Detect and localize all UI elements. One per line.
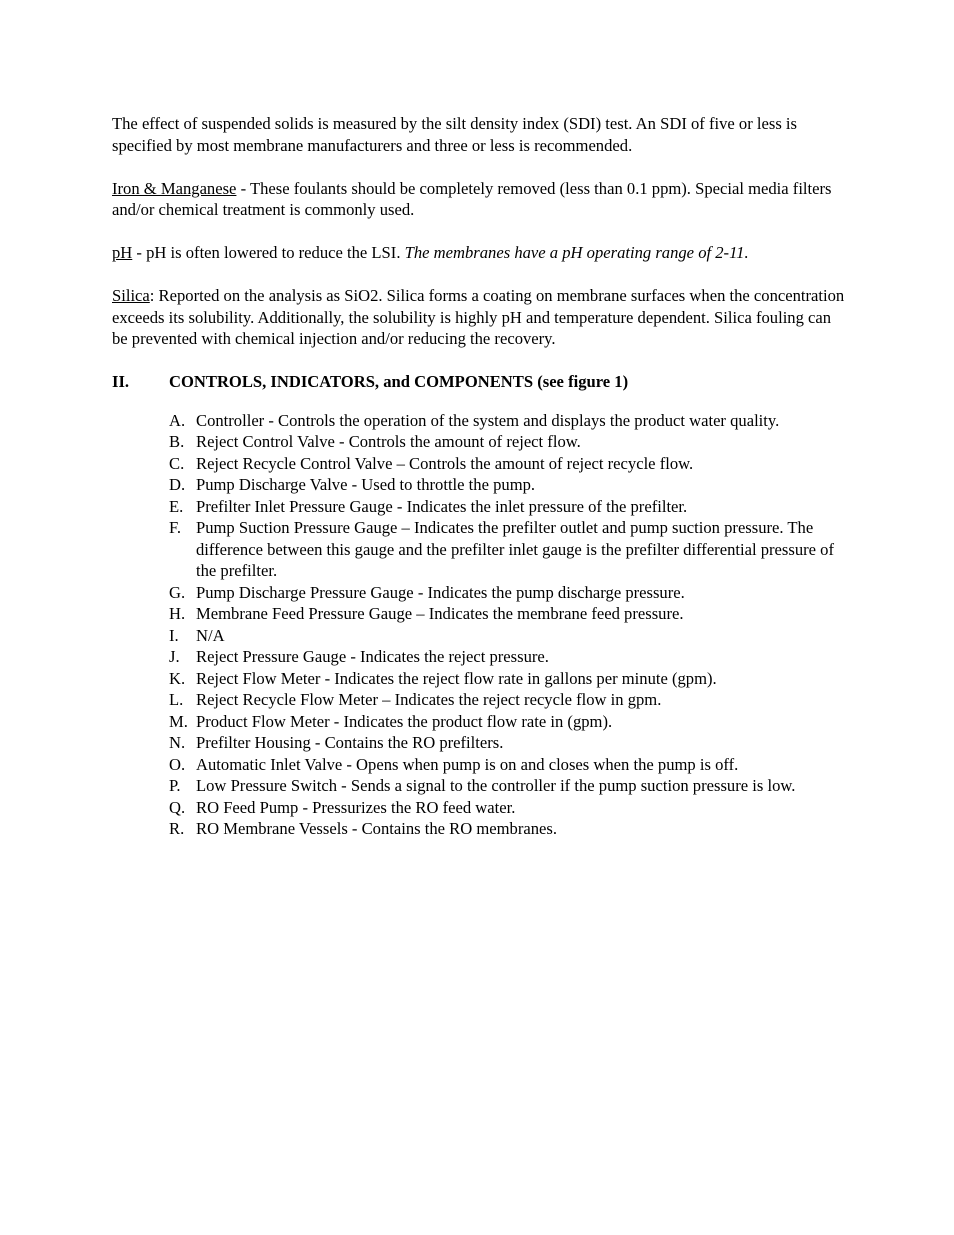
list-item-letter: R. [169,819,185,838]
list-item-letter: P. [169,776,181,795]
list-item [169,646,847,668]
list-item-letter: F. [169,518,182,537]
list-item-text: Pump Suction Pressure Gauge – Indicates the prefilter outlet and pump suction pressure. The difference between this gauge and the prefilter inlet gauge is the prefilter differential pressure of the prefilter. [196,518,834,580]
list-item [169,732,847,754]
components-list [112,410,847,840]
list-item-text: Pump Discharge Pressure Gauge - Indicates the pump discharge pressure. [196,582,685,602]
list-item-letter: B. [169,432,185,451]
list-item-letter: H. [169,604,186,623]
iron-manganese-paragraph [112,178,847,221]
list-item-text: Controller - Controls the operation of the system and displays the product water quality. [196,410,780,430]
list-item-text: Membrane Feed Pressure Gauge – Indicates the membrane feed pressure. [196,604,684,623]
list-item [169,711,847,733]
list-item [169,453,847,475]
silica-label: Silica [112,286,150,305]
list-item [169,431,847,453]
list-item [169,754,847,776]
sdi-paragraph: The effect of suspended solids is measured by the silt density index (SDI) test. An SDI of five or less is specified by most membrane manufacturers and three or less is recommended. [112,114,797,155]
list-item-text: Product Flow Meter - Indicates the product flow rate in (gpm). [196,711,613,731]
list-item-letter: Q. [169,797,186,817]
list-item-text: Reject Control Valve - Controls the amount of reject flow. [196,432,581,451]
list-item-text: Reject Recycle Flow Meter – Indicates the reject recycle flow in gpm. [196,690,662,709]
iron-manganese-text: - These foulants should be completely removed (less than 0.1 ppm). Special media filters and/or chemical treatment is commonly used. [112,178,832,219]
list-item-text: Reject Flow Meter - Indicates the reject flow rate in gallons per minute (gpm). [196,668,717,688]
ph-paragraph [112,242,847,264]
silica-text: : Reported on the analysis as SiO2. Silica forms a coating on membrane surfaces when the concentration exceeds its solubility. Additionally, the solubility is highly pH and temperature dependent. Silica fouling can be prevented with chemical injection and/or reducing the recovery. [112,286,845,348]
list-item-letter: D. [169,475,186,494]
list-item-text: RO Membrane Vessels - Contains the RO membranes. [196,819,558,838]
document-page [112,113,847,840]
list-item-letter: C. [169,453,185,473]
section-number: II. [112,372,130,391]
section-heading [112,371,847,393]
list-item [169,689,847,711]
list-item-text: N/A [196,625,225,645]
section-title: CONTROLS, INDICATORS, and COMPONENTS (see figure 1) [169,372,629,391]
list-item-letter: K. [169,668,186,688]
list-item-letter: L. [169,690,184,709]
list-item-text: Low Pressure Switch - Sends a signal to the controller if the pump suction pressure is low. [196,776,796,795]
silica-paragraph [112,285,847,350]
list-item-letter: M. [169,711,188,731]
list-item-letter: I. [169,625,179,645]
list-item-letter: G. [169,582,186,602]
list-item [169,582,847,604]
list-item [169,410,847,432]
ph-label: pH [112,243,133,262]
list-item [169,517,847,582]
ph-text: - pH is often lowered to reduce the LSI. [132,243,405,262]
list-item-letter: A. [169,410,186,430]
list-item [169,775,847,797]
list-item [169,668,847,690]
list-item-text: Reject Recycle Control Valve – Controls the amount of reject recycle flow. [196,453,694,473]
list-item [169,625,847,647]
list-item [169,496,847,518]
list-item-text: Prefilter Inlet Pressure Gauge - Indicates the inlet pressure of the prefilter. [196,496,688,516]
list-item-text: Pump Discharge Valve - Used to throttle the pump. [196,475,536,494]
list-item-text: RO Feed Pump - Pressurizes the RO feed water. [196,797,516,817]
ph-italic-note: The membranes have a pH operating range of 2-11. [404,243,749,262]
list-item [169,797,847,819]
list-item-letter: O. [169,754,186,774]
iron-manganese-label: Iron & Manganese [112,178,237,198]
list-item [169,818,847,840]
list-item [169,474,847,496]
list-item-letter: J. [169,647,180,666]
list-item-text: Automatic Inlet Valve - Opens when pump is on and closes when the pump is off. [196,754,739,774]
list-item-letter: N. [169,733,186,752]
list-item-letter: E. [169,496,184,516]
list-item-text: Prefilter Housing - Contains the RO prefilters. [196,733,504,752]
list-item [169,603,847,625]
list-item-text: Reject Pressure Gauge - Indicates the reject pressure. [196,647,549,666]
